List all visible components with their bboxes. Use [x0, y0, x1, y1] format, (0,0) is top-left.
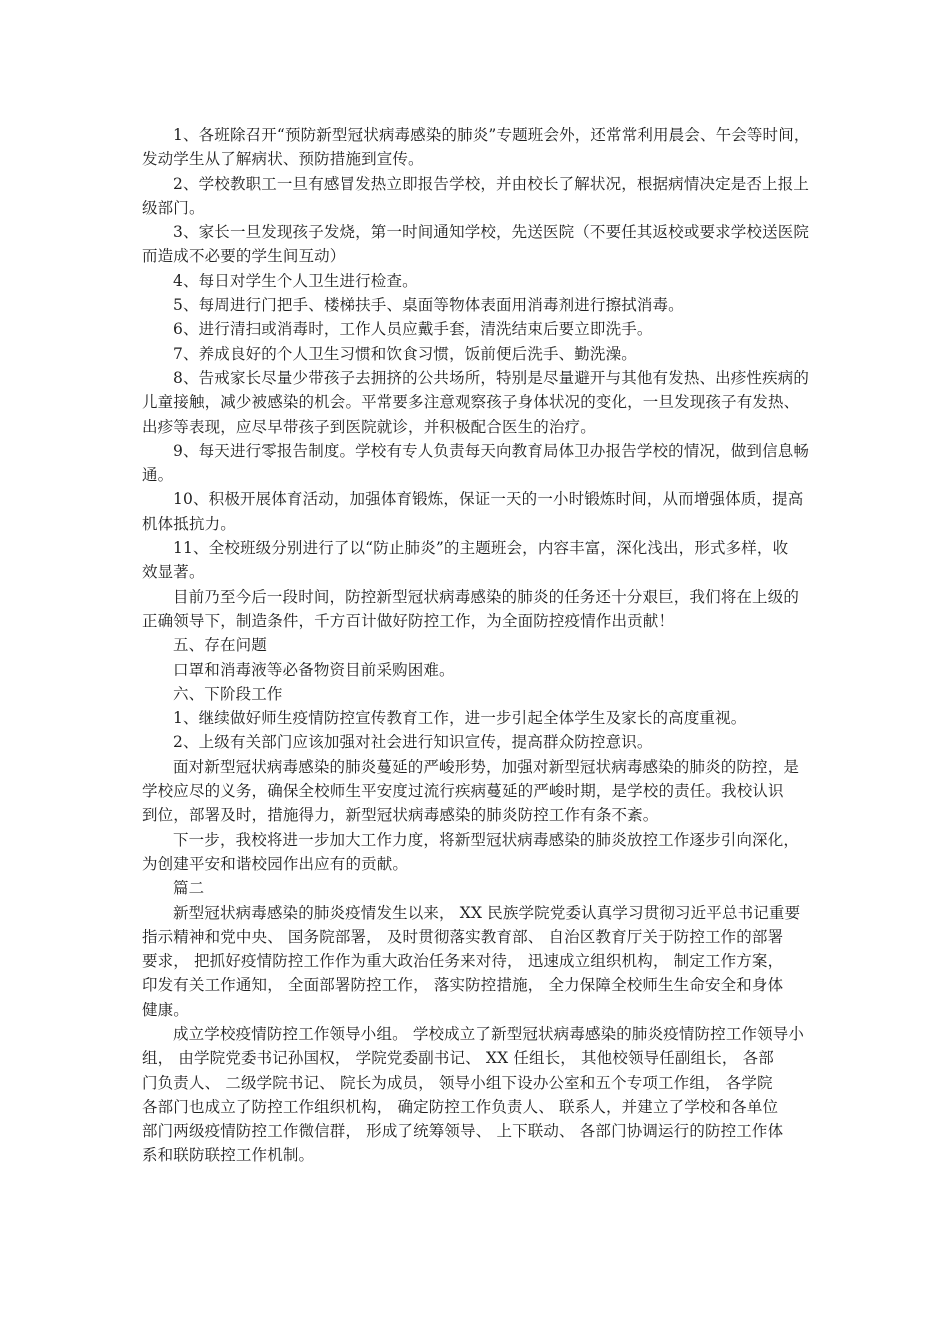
paragraph-7: 7、养成良好的个人卫生习惯和饮食习惯，饭前便后洗手、勤洗澡。: [173, 344, 637, 363]
section-heading-problems: 五、存在问题: [173, 636, 267, 655]
paragraph-part-two-intro: 新型冠状病毒感染的肺炎疫情发生以来， XX 民族学院党委认真学习贯彻习近平总书记重要 指示精神和党中央、 国务院部署， 及时贯彻落实教育部、 自治区教育厅关于防控工作的部署 要求， 把抓好疫情防控工作作为重大政治任务来对待， 迅速成立组织机构， 制定工作方案， 印发有关工作通知， 全面部署防控工作， 落实防控措施， 全力保障全校师生生命安全和身体 健康。: [142, 903, 801, 1019]
paragraph-10: 10、积极开展体育活动，加强体育锻炼，保证一天的一小时锻炼时间，从而增强体质，提高 机体抵抗力。: [142, 490, 804, 533]
paragraph-1: 1、各班除召开“预防新型冠状病毒感染的肺炎”专题班会外，还常常利用晨会、午会等时间， 发动学生从了解病状、预防措施到宣传。: [142, 126, 810, 169]
paragraph-next-2: 2、上级有关部门应该加强对社会进行知识宣传，提高群众防控意识。: [173, 733, 653, 752]
paragraph-outlook: 目前乃至今后一段时间，防控新型冠状病毒感染的肺炎的任务还十分艰巨，我们将在上级的 正确领导下，制造条件，千方百计做好防控工作，为全面防控疫情作出贡献！: [142, 587, 800, 630]
document-body: [142, 123, 818, 1168]
paragraph-11: 11、全校班级分别进行了以“防止肺炎”的主题班会，内容丰富，深化浅出，形式多样，收 效显著。: [142, 539, 789, 582]
paragraph-problems: 口罩和消毒液等必备物资目前采购困难。: [173, 660, 455, 679]
paragraph-2: 2、学校教职工一旦有感冒发热立即报告学校，并由校长了解状况，根据病情决定是否上报上 级部门。: [142, 174, 810, 217]
paragraph-5: 5、每周进行门把手、楼梯扶手、桌面等物体表面用消毒剂进行擦拭消毒。: [173, 296, 684, 315]
paragraph-summary: 面对新型冠状病毒感染的肺炎蔓延的严峻形势，加强对新型冠状病毒感染的肺炎的防控，是 学校应尽的义务，确保全校师生平安度过流行疾病蔓延的严峻时期，是学校的责任。我校认识 到位，部署及时，措施得力，新型冠状病毒感染的肺炎防控工作有条不紊。: [142, 757, 800, 825]
paragraph-9: 9、每天进行零报告制度。学校有专人负责每天向教育局体卫办报告学校的情况，做到信息畅 通。: [142, 441, 810, 485]
section-heading-next-steps: 六、下阶段工作: [173, 684, 283, 703]
paragraph-8: 8、告戒家长尽量少带孩子去拥挤的公共场所，特别是尽量避开与其他有发热、出疹性疾病的 儿童接触，减少被感染的机会。平常要多注意观察孩子身体状况的变化，一旦发现孩子有发热、 出疹等表现，应尽早带孩子到医院就诊，并积极配合医生的治疗。: [142, 368, 810, 436]
paragraph-part-two-group: 成立学校疫情防控工作领导小组。 学校成立了新型冠状病毒感染的肺炎疫情防控工作领导小 组， 由学院党委书记孙国权， 学院党委副书记、 XX 任组长， 其他校领导任副组长， 各部 门负责人、 二级学院书记、 院长为成员， 领导小组下设办公室和五个专项工作组， 各学院 各部门也成立了防控工作组织机构， 确定防控工作负责人、 联系人，并建立了学校和各单位 部门两级疫情防控工作微信群， 形成了统筹领导、 上下联动、 各部门协调运行的防控工作体 系和联防联控工作机制。: [142, 1024, 805, 1165]
paragraph-next-1: 1、继续做好师生疫情防控宣传教育工作，进一步引起全体学生及家长的高度重视。: [173, 709, 747, 728]
paragraph-6: 6、进行清扫或消毒时，工作人员应戴手套，清洗结束后要立即洗手。: [173, 320, 653, 339]
section-heading-part-two: 篇二: [173, 879, 205, 898]
paragraph-4: 4、每日对学生个人卫生进行检查。: [173, 271, 418, 290]
paragraph-3: 3、家长一旦发现孩子发烧，第一时间通知学校，先送医院（不要任其返校或要求学校送医院 而造成不必要的学生间互动）: [142, 223, 810, 266]
paragraph-next-step: 下一步，我校将进一步加大工作力度，将新型冠状病毒感染的肺炎放控工作逐步引向深化， 为创建平安和谐校园作出应有的贡献。: [142, 830, 800, 873]
